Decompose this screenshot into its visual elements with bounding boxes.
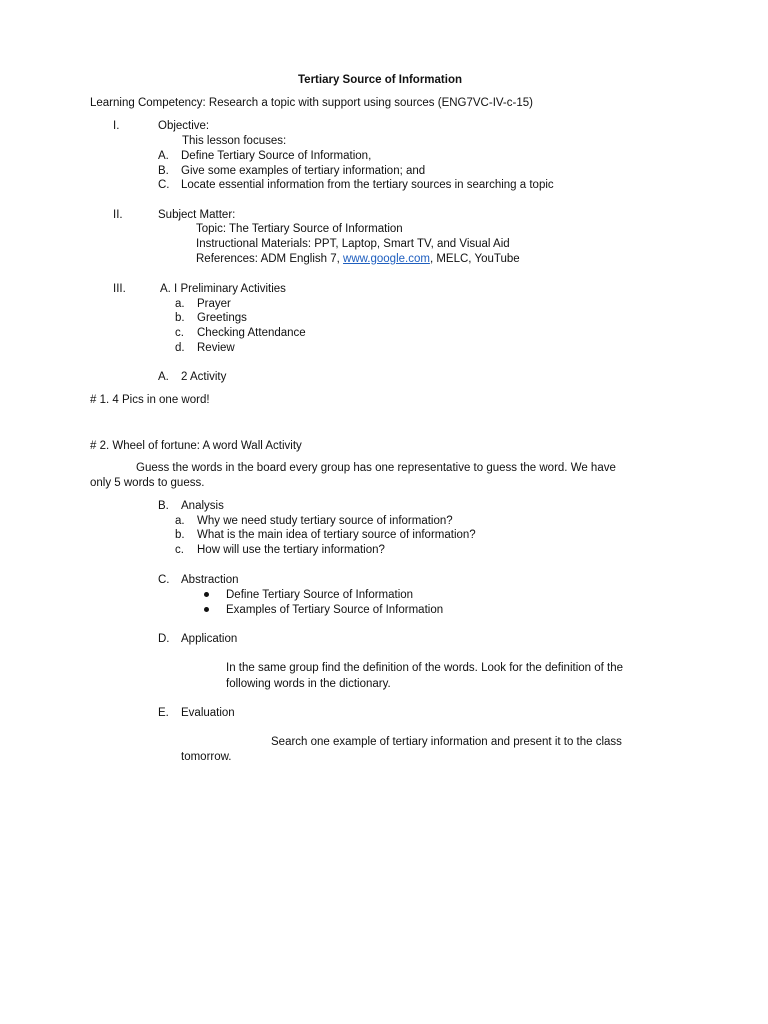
preliminary-heading: A. I Preliminary Activities [160,283,286,295]
abstraction-bullet-2: Examples of Tertiary Source of Information [226,604,444,616]
evaluation-line2: tomorrow. [181,751,232,763]
google-link[interactable]: www.google.com [343,253,430,265]
objective-heading: Objective: [158,120,210,132]
application-line1: In the same group find the definition of the words. Look for the definition of the [226,662,624,674]
analysis-item-b: What is the main idea of tertiary source of information? [197,529,476,541]
references-suffix: , MELC, YouTube [429,253,520,265]
evaluation-line1: Search one example of tertiary information and present it to the class [271,736,622,748]
analysis-marker-a: a. [175,515,185,527]
references-prefix: References: ADM English 7, [196,253,344,265]
application-marker: D. [158,633,170,645]
analysis-item-a: Why we need study tertiary source of information? [197,515,453,527]
preliminary-item-review: Review [197,342,235,354]
preliminary-marker-d: d. [175,342,185,354]
activity-2: # 2. Wheel of fortune: A word Wall Activity [90,440,302,452]
objective-intro: This lesson focuses: [182,135,287,147]
objective-marker-a: A. [158,150,169,162]
preliminary-item-prayer: Prayer [197,298,231,310]
objective-item-c: Locate essential information from the tertiary sources in searching a topic [181,179,554,191]
abstraction-marker: C. [158,574,170,586]
analysis-marker-c: c. [175,544,184,556]
analysis-marker: B. [158,500,169,512]
evaluation-heading: Evaluation [181,707,235,719]
application-heading: Application [181,633,238,645]
objective-marker-c: C. [158,179,170,191]
preliminary-item-attendance: Checking Attendance [197,327,306,339]
preliminary-item-greetings: Greetings [197,312,247,324]
subject-topic: Topic: The Tertiary Source of Information [196,223,403,235]
analysis-marker-b: b. [175,529,185,541]
abstraction-bullet-1: Define Tertiary Source of Information [226,589,414,601]
objective-item-b: Give some examples of tertiary information; and [181,165,426,177]
section-numeral-procedure: III. [113,283,126,295]
objective-item-a: Define Tertiary Source of Information, [181,150,372,162]
activity-2-description-line2: only 5 words to guess. [90,477,205,489]
subject-references [196,252,520,266]
preliminary-marker-a: a. [175,298,185,310]
abstraction-heading: Abstraction [181,574,239,586]
activity-marker: A. [158,371,169,383]
analysis-item-c: How will use the tertiary information? [197,544,385,556]
application-line2: following words in the dictionary. [226,678,391,690]
document-title: Tertiary Source of Information [298,74,463,86]
subject-matter-heading: Subject Matter: [158,209,236,221]
section-numeral-objective: I. [113,120,120,132]
analysis-heading: Analysis [181,500,224,512]
learning-competency: Learning Competency: Research a topic with support using sources (ENG7VC-IV-c-15) [90,97,533,109]
bullet-icon [204,592,209,597]
objective-marker-b: B. [158,165,169,177]
subject-materials: Instructional Materials: PPT, Laptop, Smart TV, and Visual Aid [196,238,510,250]
preliminary-marker-c: c. [175,327,184,339]
evaluation-marker: E. [158,707,169,719]
preliminary-marker-b: b. [175,312,185,324]
section-numeral-subject-matter: II. [113,209,123,221]
activity-2-description-line1: Guess the words in the board every group has one representative to guess the word. We have [136,462,616,474]
bullet-icon [204,607,209,612]
activity-heading: 2 Activity [181,371,227,383]
activity-1: # 1. 4 Pics in one word! [90,394,210,406]
